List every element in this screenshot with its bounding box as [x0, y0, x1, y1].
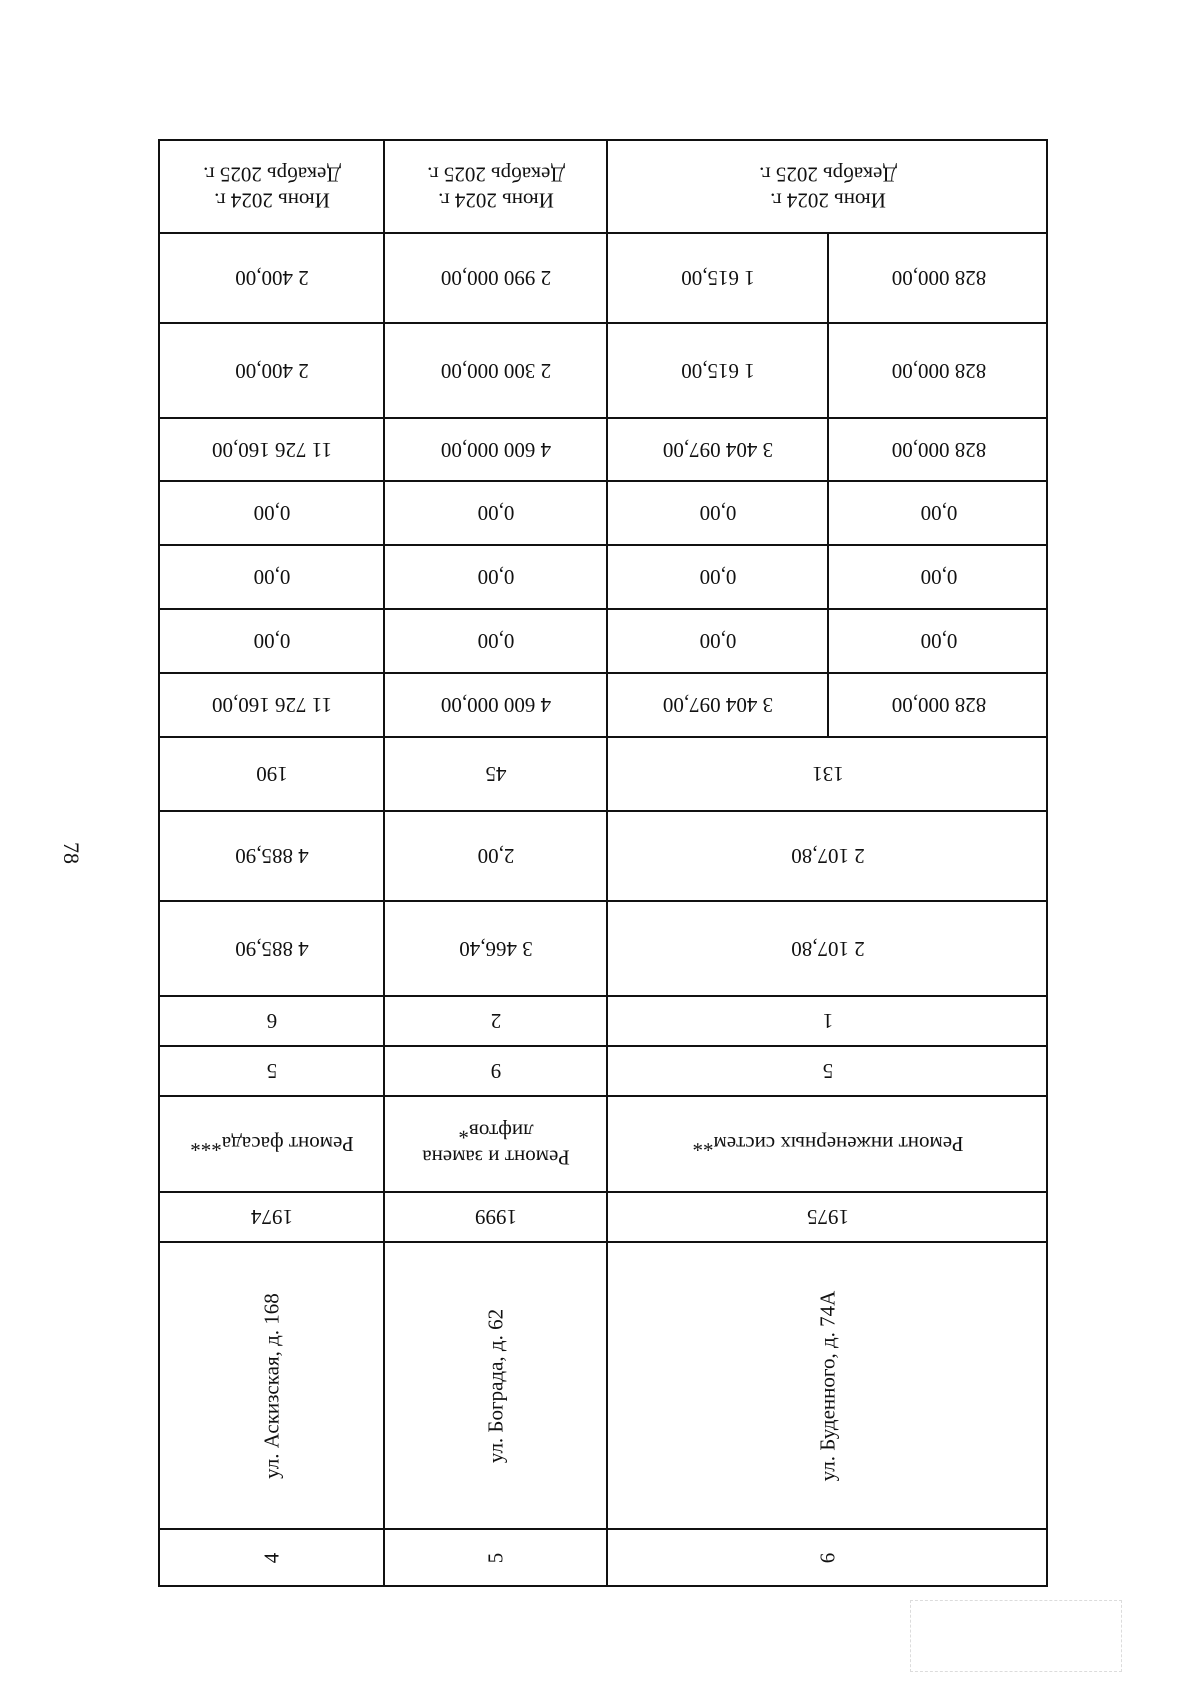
table-row — [160, 1045, 1046, 1095]
table-cell: 4 600 000,00 — [440, 693, 551, 718]
table-cell: 11 726 160,00 — [211, 693, 332, 718]
table-cell: 1 — [822, 1009, 834, 1034]
table-cell: 3 404 097,00 — [662, 693, 773, 718]
table-row — [160, 995, 1046, 1045]
row-index-cell: 6 — [815, 1552, 840, 1563]
table-cell: 4 885,90 — [234, 844, 309, 869]
table-cell: 3 404 097,00 — [662, 437, 773, 462]
table-cell: 828 000,00 — [891, 266, 986, 291]
work-type-cell: Ремонт и замена лифтов* — [421, 1119, 570, 1170]
table-cell: 5 — [822, 1059, 834, 1084]
table-cell: 3 466,40 — [458, 936, 533, 961]
table-cell: 0,00 — [253, 501, 290, 526]
address-cell: ул. Бограда, д. 62 — [483, 1308, 507, 1463]
address-cell: ул. Буденного, д. 74А — [815, 1290, 840, 1481]
table-cell: 0,00 — [920, 629, 957, 654]
table-row — [160, 1528, 1046, 1585]
table-cell: 0,00 — [253, 629, 290, 654]
table-cell: 828 000,00 — [891, 358, 986, 383]
work-type-cell: Ремонт инженерных систем** — [692, 1132, 964, 1157]
table-row — [160, 900, 1046, 995]
table-cell: 4 600 000,00 — [440, 437, 551, 462]
table-cell: 190 — [255, 762, 288, 787]
table-row — [160, 1241, 1046, 1528]
table-cell: 0,00 — [920, 565, 957, 590]
table-cell: 9 — [490, 1059, 501, 1084]
table-row — [160, 480, 1046, 544]
table-row — [160, 608, 1046, 672]
table-row — [160, 544, 1046, 608]
row-index-cell: 5 — [483, 1552, 507, 1563]
table-row — [160, 232, 1046, 322]
year-cell: 1999 — [474, 1205, 517, 1230]
work-type-cell: Ремонт фасада*** — [189, 1132, 354, 1157]
table-cell: 6 — [266, 1009, 277, 1034]
table-cell: 45 — [485, 762, 506, 787]
table-cell: 4 885,90 — [234, 936, 309, 961]
header-cell-2: Июнь 2024 г. Декабрь 2025 г. — [426, 161, 565, 212]
estimate-table — [158, 139, 1048, 1587]
table-row — [160, 417, 1046, 480]
faded-stamp — [910, 1600, 1122, 1672]
table-cell: 0,00 — [699, 501, 736, 526]
header-cell-3: Июнь 2024 г. Декабрь 2025 г. — [759, 161, 897, 212]
year-cell: 1974 — [250, 1205, 293, 1230]
table-cell: 2 300 000,00 — [440, 358, 551, 383]
table-cell: 0,00 — [477, 565, 514, 590]
table-cell: 2 400,00 — [234, 358, 309, 383]
table-cell: 2 107,80 — [791, 844, 865, 869]
page-number: 78 — [59, 842, 84, 864]
table-cell: 1 615,00 — [680, 358, 755, 383]
table-row — [160, 1095, 1046, 1191]
table-cell: 0,00 — [477, 501, 514, 526]
table-cell: 2 107,80 — [791, 936, 865, 961]
table-cell: 0,00 — [253, 565, 290, 590]
table-cell: 2 400,00 — [234, 266, 309, 291]
table-cell: 2,00 — [477, 844, 514, 869]
table-cell: 828 000,00 — [891, 693, 986, 718]
table-cell: 11 726 160,00 — [211, 437, 332, 462]
year-cell: 1975 — [807, 1205, 849, 1230]
table-cell: 0,00 — [699, 565, 736, 590]
row-index-cell: 4 — [259, 1552, 283, 1563]
table-cell: 2 990 000,00 — [440, 266, 551, 291]
address-cell: ул. Аскизская, д. 168 — [259, 1292, 283, 1479]
header-cell-1: Июнь 2024 г. Декабрь 2025 г. — [202, 161, 341, 212]
table-cell: 131 — [812, 762, 844, 787]
table-row — [160, 672, 1046, 736]
table-cell: 0,00 — [920, 501, 957, 526]
table-row — [160, 322, 1046, 417]
table-cell: 1 615,00 — [680, 266, 755, 291]
table-row — [160, 1191, 1046, 1241]
table-cell: 0,00 — [699, 629, 736, 654]
table-row — [160, 810, 1046, 900]
table-cell: 828 000,00 — [891, 437, 986, 462]
table-cell: 5 — [266, 1059, 277, 1084]
table-row — [160, 141, 1046, 232]
table-cell: 2 — [490, 1009, 501, 1034]
table-row — [160, 736, 1046, 810]
table-cell: 0,00 — [477, 629, 514, 654]
